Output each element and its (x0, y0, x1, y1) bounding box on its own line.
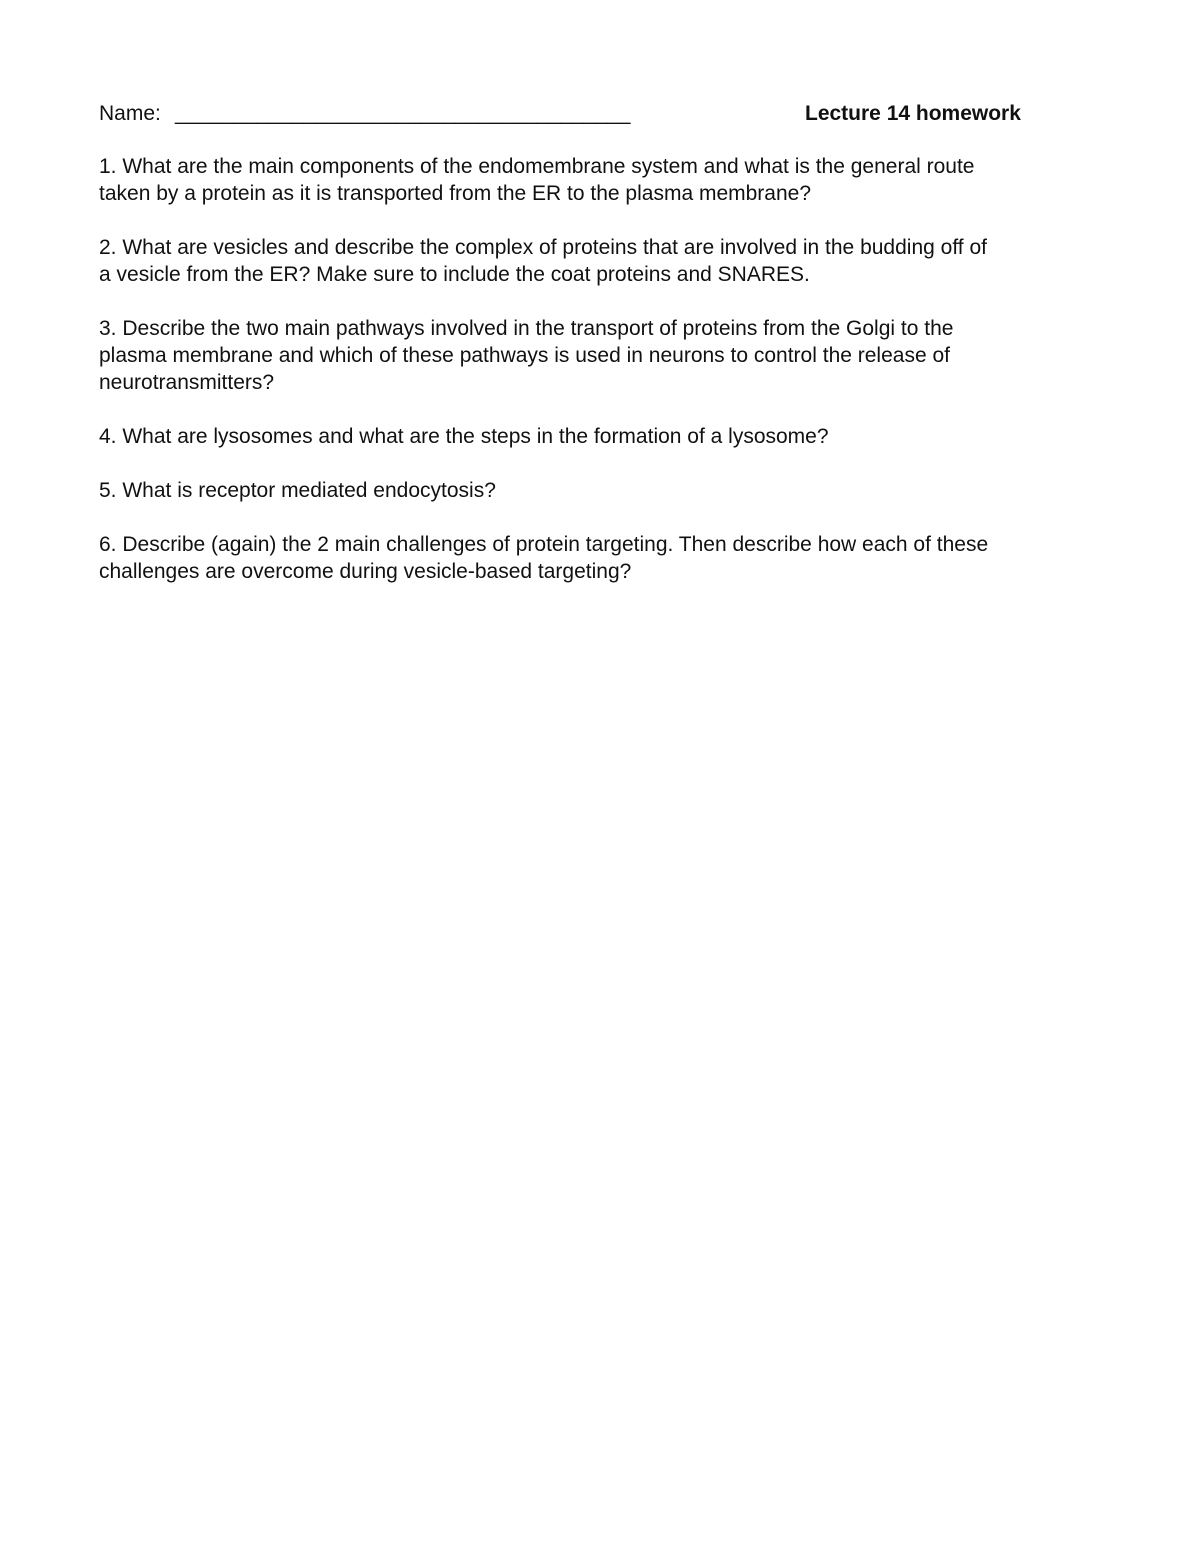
question-3: 3. Describe the two main pathways involved in the transport of proteins from the Golgi to the plasma membrane and which of these pathways is used in neurons to control the release of neurotransmitters? (99, 317, 954, 394)
name-blank-line: _______________________________________ (175, 102, 631, 125)
question-2: 2. What are vesicles and describe the complex of proteins that are involved in the budding off of a vesicle from the ER? Make sure to include the coat proteins and SNARES. (99, 236, 987, 286)
question-5: 5. What is receptor mediated endocytosis? (99, 479, 496, 502)
question-list (99, 153, 1099, 612)
lecture-title: Lecture 14 homework (805, 102, 1021, 125)
name-label: Name: (99, 102, 161, 125)
question-1: 1. What are the main components of the endomembrane system and what is the general route taken by a protein as it is transported from the ER to the plasma membrane? (99, 155, 975, 205)
document-header (99, 100, 1099, 128)
question-6: 6. Describe (again) the 2 main challenges of protein targeting. Then describe how each of these challenges are overcome during vesicle-based targeting? (99, 533, 989, 583)
question-4: 4. What are lysosomes and what are the steps in the formation of a lysosome? (99, 425, 829, 448)
